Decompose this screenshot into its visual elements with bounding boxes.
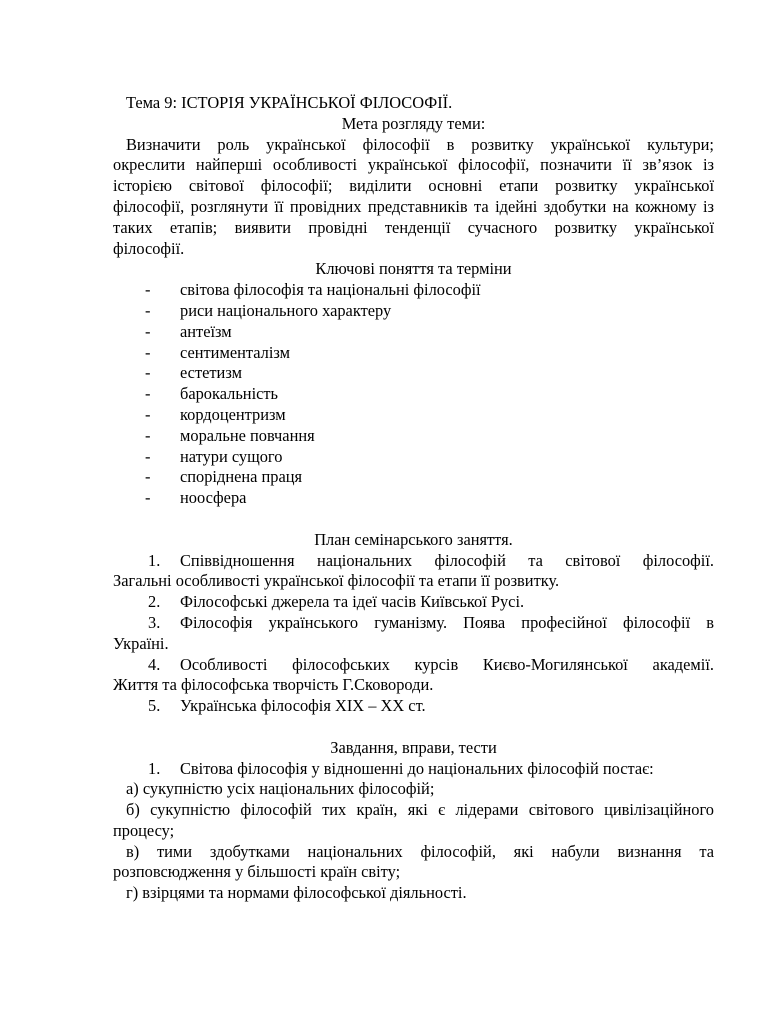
task-question-text: Світова філософія у відношенні до національних філософій постає: xyxy=(180,758,654,778)
dash-bullet: - xyxy=(145,425,151,445)
plan-item xyxy=(113,592,714,613)
plan-item-number: 4. xyxy=(148,654,161,674)
task-option-line: процесу; xyxy=(113,820,175,840)
goal-line: філософії. xyxy=(113,238,185,258)
plan-item-text: Особливості філософських курсів Києво-Могилянської академії. xyxy=(180,654,714,674)
goal-line: Визначити роль української філософії в розвитку української культури; xyxy=(126,134,714,154)
list-item xyxy=(113,405,714,426)
term-text: антеїзм xyxy=(180,321,232,341)
list-item xyxy=(113,488,714,509)
plan-item xyxy=(113,655,714,697)
goal-heading: Мета розгляду теми: xyxy=(341,113,486,133)
spacer xyxy=(113,717,714,738)
plan-item-number: 5. xyxy=(148,696,161,716)
document-body xyxy=(113,93,714,904)
dash-bullet: - xyxy=(145,446,151,466)
term-text: естетизм xyxy=(180,363,242,383)
task-option-line: в) тими здобутками національних філософій, які набули визнання та xyxy=(126,841,714,861)
plan-item-number: 2. xyxy=(148,592,161,612)
terms-heading: Ключові поняття та терміни xyxy=(315,259,512,279)
task-options xyxy=(113,779,714,904)
dash-bullet: - xyxy=(145,280,151,300)
plan-item xyxy=(113,696,714,717)
plan-list xyxy=(113,551,714,717)
plan-item-line: Загальні особливості української філософії та етапи її розвитку. xyxy=(113,571,560,591)
dash-bullet: - xyxy=(145,467,151,487)
term-text: ноосфера xyxy=(180,488,247,508)
plan-item-text: Співвідношення національних філософій та світової філософії. xyxy=(180,550,714,570)
dash-bullet: - xyxy=(145,300,151,320)
goal-line: таких етапів; виявити провідні тенденції сучасного розвитку української xyxy=(113,217,714,237)
term-text: кордоцентризм xyxy=(180,404,286,424)
plan-item-line xyxy=(113,613,714,634)
task-option-line: розповсюдження у більшості країн світу; xyxy=(113,862,401,882)
list-item xyxy=(113,447,714,468)
plan-item-line: Життя та філософська творчість Г.Сковороди. xyxy=(113,675,434,695)
term-text: натури сущого xyxy=(180,446,283,466)
goal-paragraph xyxy=(113,135,714,260)
terms-list xyxy=(113,280,714,509)
goal-line: філософії, розглянути її провідних представників та ідейні здобутки на кожному із xyxy=(113,196,714,216)
term-text: сентименталізм xyxy=(180,342,291,362)
plan-item-line xyxy=(113,592,714,613)
task-option: а) сукупністю усіх національних філософій; xyxy=(126,779,435,799)
plan-item-number: 3. xyxy=(148,612,161,632)
task-option xyxy=(113,842,714,884)
goal-line: окреслити найперші особливості української філософії, позначити її зв’язок із xyxy=(113,155,714,175)
plan-item-line xyxy=(113,696,714,717)
plan-item-line: Україні. xyxy=(113,633,169,653)
list-item xyxy=(113,363,714,384)
spacer xyxy=(113,509,714,530)
plan-item-number: 1. xyxy=(148,550,161,570)
plan-item xyxy=(113,551,714,593)
dash-bullet: - xyxy=(145,321,151,341)
goal-line: історією світової філософії; виділити основні етапи розвитку української xyxy=(113,176,714,196)
topic-title: Тема 9: ІСТОРІЯ УКРАЇНСЬКОЇ ФІЛОСОФІЇ. xyxy=(126,93,453,112)
list-item xyxy=(113,280,714,301)
task-question-number: 1. xyxy=(148,758,161,778)
list-item xyxy=(113,426,714,447)
term-text: риси національного характеру xyxy=(180,300,392,320)
term-text: барокальність xyxy=(180,384,279,404)
list-item xyxy=(113,301,714,322)
list-item xyxy=(113,384,714,405)
task-option-line: б) сукупністю філософій тих країн, які є лідерами світового цивілізаційного xyxy=(126,800,714,820)
term-text: споріднена праця xyxy=(180,467,303,487)
dash-bullet: - xyxy=(145,404,151,424)
term-text: світова філософія та національні філософії xyxy=(180,280,481,300)
dash-bullet: - xyxy=(145,488,151,508)
dash-bullet: - xyxy=(145,384,151,404)
tasks-heading: Завдання, вправи, тести xyxy=(330,737,497,757)
list-item xyxy=(113,343,714,364)
list-item xyxy=(113,322,714,343)
plan-item-text: Філософські джерела та ідеї часів Київської Русі. xyxy=(180,592,525,612)
plan-item-line xyxy=(113,551,714,572)
term-text: моральне повчання xyxy=(180,425,315,445)
task-option xyxy=(113,800,714,842)
list-item xyxy=(113,467,714,488)
plan-item xyxy=(113,613,714,655)
dash-bullet: - xyxy=(145,363,151,383)
plan-item-line xyxy=(113,655,714,676)
task-option: г) взірцями та нормами філософської діяльності. xyxy=(126,883,467,903)
dash-bullet: - xyxy=(145,342,151,362)
task-question xyxy=(113,759,714,780)
plan-item-text: Філософія українського гуманізму. Поява професійної філософії в xyxy=(180,612,714,632)
task-question-line xyxy=(113,759,714,780)
plan-heading: План семінарського заняття. xyxy=(314,529,513,549)
plan-item-text: Українська філософія XIX – XX ст. xyxy=(180,696,426,716)
